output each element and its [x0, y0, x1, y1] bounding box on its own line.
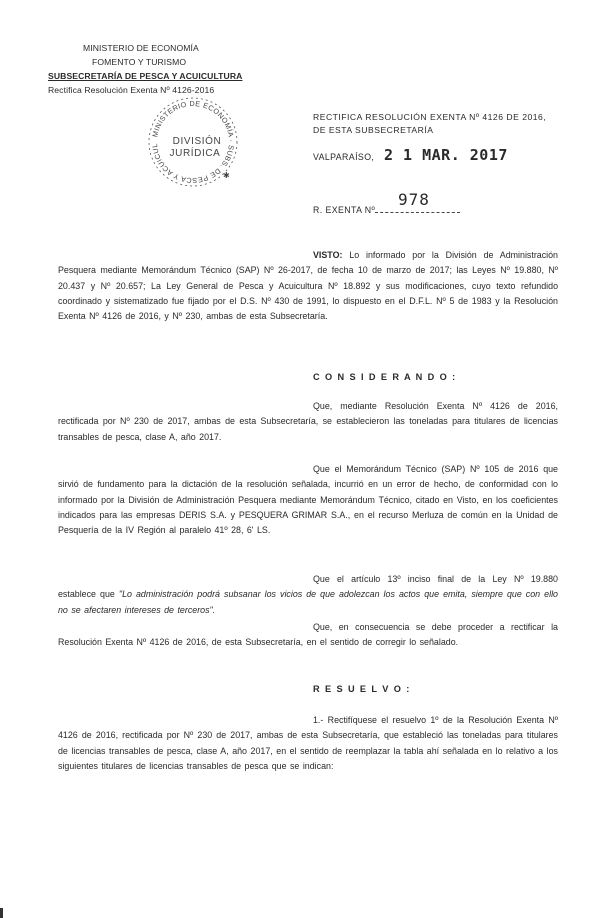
- ministry-name: MINISTERIO DE ECONOMÍA: [83, 43, 199, 53]
- document-reference: Rectifica Resolución Exenta Nº 4126-2016: [48, 85, 215, 95]
- stamp-center-line2: JURÍDICA: [169, 148, 221, 159]
- visto-paragraph: [58, 248, 558, 324]
- resuelvo-heading: R E S U E L V O :: [313, 684, 411, 694]
- resolution-number: 978: [398, 190, 430, 209]
- resuelvo-paragraph-1: 1.- Rectifíquese el resuelvo 1º de la Resolución Exenta Nº 4126 de 2016, rectificada por Nº 230 de 2017, ambas de esta Subsecretaría, que estableció las toneladas para titulares de licencias transables de pesca, clase A, año 2017, en el sentido de reemplazar la tabla ahí señalada en lo relativo a los siguientes titulares de licencias transables de pesca que se indican:: [58, 715, 558, 771]
- considerando-3-text: Que el artículo 13º inciso final de la Ley Nº 19.880 establece que: [58, 574, 558, 600]
- considerando-heading: C O N S I D E R A N D O :: [313, 372, 457, 382]
- considerando-paragraph-4: Que, en consecuencia se debe proceder a rectificar la Resolución Exenta Nº 4126 de 2016, de esta Subsecretaría, en el sentido de corregir lo señalado.: [58, 622, 558, 648]
- considerando-3-quote: "Lo administración podrá subsanar los vicios de que adolezcan los actos que emita, siempre que con ello no se afectaren intereses de terceros".: [58, 589, 558, 615]
- division-juridica-stamp: [145, 94, 241, 190]
- resolution-subject: RECTIFICA RESOLUCIÓN EXENTA Nº 4126 DE 2016, DE ESTA SUBSECRETARÍA: [313, 112, 547, 135]
- resolution-date: 2 1 MAR. 2017: [384, 146, 508, 164]
- stamp-ring-text: MINISTERIO DE ECONOMÍA · SUBS. DE PESCA Y ACUICUL: [150, 98, 237, 186]
- considerando-paragraph-3: [58, 572, 558, 618]
- considerando-paragraph-2: Que el Memorándum Técnico (SAP) Nº 105 de 2016 que sirvió de fundamento para la dictación de la resolución señalada, incurrió en un error de hecho, de conformidad con lo informado por la División de Administración Pesquera mediante Memorándum Técnico, citado en Visto, en los coeficientes indicados para las empresas DERIS S.A. y PESQUERA GRIMAR S.A., en el recurso Merluza de común en la Unidad de Pesquería de la IV Región al paralelo 41º 28, 6' LS.: [58, 464, 558, 536]
- stamp-star-icon: ✱: [223, 171, 230, 180]
- stamp-center-line1: DIVISIÓN: [172, 136, 222, 147]
- resolution-number-label: R. EXENTA Nº: [313, 205, 376, 215]
- visto-label: VISTO:: [313, 250, 343, 260]
- visto-text: Lo informado por la División de Administración Pesquera mediante Memorándum Técnico (SAP) Nº 26-2017, de fecha 10 de marzo de 2017; las Leyes Nº 19.880, Nº 20.437 y Nº 20.657; La Ley General de Pesca y Acuicultura Nº 18.892 y sus modificaciones, cuyo texto refundido coordinado y sistematizado fue fijado por el D.S. Nº 430 de 1991, lo dispuesto en el D.F.L. Nº 5 de 1983 y la Resolución Exenta Nº 4126 de 2016, y Nº 230, ambas de esta Subsecretaría.: [58, 250, 558, 322]
- subsecretaria-name: SUBSECRETARÍA DE PESCA Y ACUICULTURA: [48, 71, 243, 81]
- stamp-seal-icon: [145, 94, 241, 190]
- page-edge-mark: [0, 908, 3, 918]
- place-label: VALPARAÍSO,: [313, 152, 375, 162]
- resolution-number-underline: [375, 212, 460, 213]
- considerando-paragraph-1: Que, mediante Resolución Exenta Nº 4126 de 2016, rectificada por Nº 230 de 2017, ambas de esta Subsecretaría, se establecieron las toneladas para titulares de licencias transables de pesca, clase A, año 2017.: [58, 401, 558, 442]
- ministry-subtitle: FOMENTO Y TURISMO: [92, 57, 187, 67]
